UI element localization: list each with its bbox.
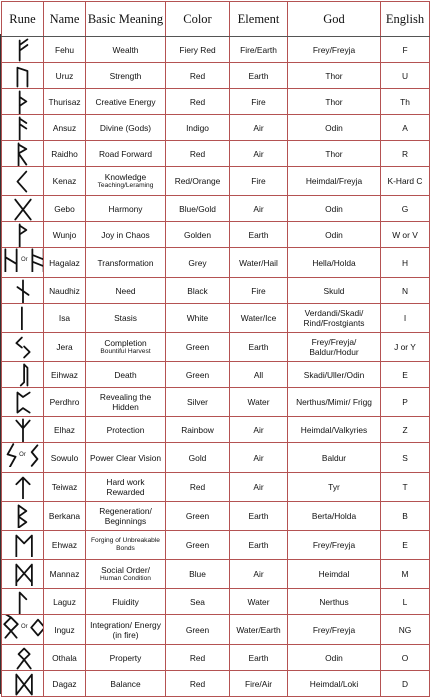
rune-english: U [381, 63, 430, 89]
rune-english: T [381, 473, 430, 502]
rune-meaning [86, 443, 166, 473]
rune-color: Rainbow [166, 417, 230, 443]
rune-color: Red [166, 645, 230, 671]
meaning-main: Need [115, 285, 136, 296]
rune-meaning [86, 417, 166, 443]
rune-glyph-cell [2, 37, 44, 63]
rune-god: Heimdal/Loki [288, 671, 381, 697]
header-color: Color [166, 2, 230, 37]
meaning-main: Creative Energy [95, 96, 156, 107]
rune-english: E [381, 362, 430, 388]
table-row [2, 589, 430, 615]
table-row [2, 63, 430, 89]
rune-color: Red/Orange [166, 167, 230, 196]
rune-meaning [86, 167, 166, 196]
rune-meaning [86, 645, 166, 671]
meaning-main: Revealing the Hidden [99, 392, 152, 412]
rune-english: P [381, 388, 430, 417]
rune-element: Earth [230, 333, 288, 362]
rune-god: Heimdal/Freyja [288, 167, 381, 196]
rune-element: Earth [230, 531, 288, 560]
rune-color: White [166, 304, 230, 333]
meaning-sub: Teaching/Leraming [97, 182, 154, 189]
rune-meaning [86, 473, 166, 502]
rune-name: Berkana [44, 502, 86, 531]
rune-color: Golden [166, 222, 230, 248]
table-row [2, 671, 430, 697]
header-god: God [288, 2, 381, 37]
rune-color: Red [166, 89, 230, 115]
rune-english: D [381, 671, 430, 697]
rune-element: Air [230, 473, 288, 502]
rune-name: Gebo [44, 196, 86, 222]
rune-name: Uruz [44, 63, 86, 89]
rune-glyph-cell [2, 589, 44, 615]
rune-color: Green [166, 615, 230, 645]
rune-english: S [381, 443, 430, 473]
rune-god: Baldur [288, 443, 381, 473]
table-row [2, 615, 430, 645]
rune-god: Frey/Freyja [288, 37, 381, 63]
header-row [2, 2, 430, 37]
rune-name: Raidho [44, 141, 86, 167]
rune-name: Isa [44, 304, 86, 333]
rune-meaning [86, 589, 166, 615]
rune-color: Green [166, 502, 230, 531]
rune-english: F [381, 37, 430, 63]
rune-english: E [381, 531, 430, 560]
header-meaning: Basic Meaning [86, 2, 166, 37]
rune-color: Sea [166, 589, 230, 615]
rune-element: Air [230, 196, 288, 222]
rune-english: W or V [381, 222, 430, 248]
rune-english: N [381, 278, 430, 304]
meaning-main: Protection [106, 424, 145, 435]
rune-name: Elhaz [44, 417, 86, 443]
rune-element: Earth [230, 645, 288, 671]
rune-meaning [86, 37, 166, 63]
table-row [2, 167, 430, 196]
rune-glyph-cell [2, 196, 44, 222]
rune-name: Jera [44, 333, 86, 362]
rune-meaning [86, 560, 166, 589]
rune-english: L [381, 589, 430, 615]
meaning-main: Completion [104, 338, 147, 348]
meaning-main: Knowledge [104, 172, 147, 182]
table-row [2, 560, 430, 589]
rune-color: Blue [166, 560, 230, 589]
rune-color: Red [166, 63, 230, 89]
rune-glyph-cell [2, 671, 44, 697]
meaning-sub: Bountiful Harvest [100, 348, 151, 355]
rune-english: K-Hard C [381, 167, 430, 196]
rune-color: Red [166, 671, 230, 697]
table-row [2, 222, 430, 248]
rune-glyph-cell [2, 443, 44, 473]
rune-color: Gold [166, 443, 230, 473]
rune-color: Blue/Gold [166, 196, 230, 222]
rune-god: Nerthus [288, 589, 381, 615]
rune-meaning [86, 89, 166, 115]
table-row [2, 278, 430, 304]
rune-color: Silver [166, 388, 230, 417]
rune-glyph-cell [2, 473, 44, 502]
or-label: Or [21, 257, 28, 263]
rune-glyph-cell [2, 615, 44, 645]
rune-english: G [381, 196, 430, 222]
rune-glyph-cell [2, 560, 44, 589]
table-row [2, 645, 430, 671]
rune-table-frame [1, 1, 429, 695]
rune-element: Fire [230, 278, 288, 304]
rune-god: Heimdal [288, 560, 381, 589]
table-row [2, 141, 430, 167]
rune-english: Th [381, 89, 430, 115]
rune-element: Fire [230, 89, 288, 115]
table-row [2, 333, 430, 362]
rune-name: Fehu [44, 37, 86, 63]
rune-glyph-cell [2, 531, 44, 560]
rune-element: Fire/Earth [230, 37, 288, 63]
rune-glyph-cell [2, 304, 44, 333]
rune-god: Tyr [288, 473, 381, 502]
rune-god: Odin [288, 115, 381, 141]
rune-english: O [381, 645, 430, 671]
rune-element: Water/Ice [230, 304, 288, 333]
rune-god: Frey/Freyja/ Baldur/Hodur [288, 333, 381, 362]
rune-name: Eihwaz [44, 362, 86, 388]
rune-english: R [381, 141, 430, 167]
rune-english: H [381, 248, 430, 278]
rune-name: Perdhro [44, 388, 86, 417]
rune-english: B [381, 502, 430, 531]
rune-color: Red [166, 473, 230, 502]
meaning-main: Wealth [112, 44, 139, 55]
rune-element: Air [230, 141, 288, 167]
rune-name: Naudhiz [44, 278, 86, 304]
table-row [2, 304, 430, 333]
rune-color: Green [166, 333, 230, 362]
header-element: Element [230, 2, 288, 37]
rune-meaning [86, 115, 166, 141]
rune-meaning [86, 531, 166, 560]
rune-meaning [86, 278, 166, 304]
rune-element: Earth [230, 63, 288, 89]
rune-meaning [86, 248, 166, 278]
table-row [2, 248, 430, 278]
rune-table [1, 1, 430, 697]
rune-god: Frey/Freyja [288, 615, 381, 645]
rune-element: Air [230, 560, 288, 589]
meaning-main: Hard work Rewarded [106, 477, 145, 497]
rune-glyph-cell [2, 167, 44, 196]
table-row [2, 89, 430, 115]
rune-element: Air [230, 443, 288, 473]
rune-meaning [86, 615, 166, 645]
rune-name: Ehwaz [44, 531, 86, 560]
meaning-main: Power Clear Vision [89, 452, 162, 463]
rune-element: Air [230, 417, 288, 443]
table-row [2, 473, 430, 502]
rune-name: Thurisaz [44, 89, 86, 115]
meaning-main: Balance [110, 678, 141, 689]
meaning-main: Harmony [108, 203, 143, 214]
rune-name: Hagalaz [44, 248, 86, 278]
rune-name: Othala [44, 645, 86, 671]
meaning-main: Stasis [114, 313, 137, 323]
rune-god: Heimdal/Valkyries [288, 417, 381, 443]
rune-god: Odin [288, 645, 381, 671]
rune-name: Teiwaz [44, 473, 86, 502]
rune-element: Fire/Air [230, 671, 288, 697]
table-row [2, 362, 430, 388]
table-row [2, 531, 430, 560]
rune-name: Inguz [44, 615, 86, 645]
rune-english: Z [381, 417, 430, 443]
meaning-main: Transformation [97, 257, 154, 268]
rune-color: Green [166, 362, 230, 388]
rune-glyph-cell [2, 333, 44, 362]
meaning-main: Property [109, 652, 142, 663]
left-border-rule [0, 34, 3, 694]
rune-glyph-cell [2, 63, 44, 89]
rune-name: Kenaz [44, 167, 86, 196]
meaning-main: Joy in Chaos [101, 229, 150, 240]
meaning-main: Fluidity [112, 596, 139, 607]
table-row [2, 417, 430, 443]
meaning-main: Divine (Gods) [99, 122, 152, 133]
rune-element: Water [230, 589, 288, 615]
meaning-main: Social Order/ [101, 565, 150, 575]
header-name: Name [44, 2, 86, 37]
rune-name: Ansuz [44, 115, 86, 141]
rune-god: Verdandi/Skadi/ Rind/Frostgiants [288, 304, 381, 333]
rune-element: Water [230, 388, 288, 417]
rune-god: Odin [288, 196, 381, 222]
rune-name: Mannaz [44, 560, 86, 589]
rune-glyph-cell [2, 388, 44, 417]
rune-god: Skuld [288, 278, 381, 304]
meaning-sub: Human Condition [100, 575, 151, 582]
rune-meaning [86, 63, 166, 89]
meaning-main: Regeneration/ Beginnings [99, 506, 152, 526]
meaning-main: Death [114, 369, 137, 380]
rune-color: Green [166, 531, 230, 560]
rune-meaning [86, 141, 166, 167]
rune-element: Water/Hail [230, 248, 288, 278]
rune-god: Thor [288, 141, 381, 167]
meaning-sub: Forging of Unbreakable Bonds [91, 537, 160, 552]
rune-english: J or Y [381, 333, 430, 362]
rune-glyph-cell [2, 222, 44, 248]
meaning-main: Road Forward [98, 148, 153, 159]
rune-god: Nerthus/Mimir/ Frigg [288, 388, 381, 417]
rune-god: Thor [288, 89, 381, 115]
rune-element: Fire [230, 167, 288, 196]
rune-glyph-cell [2, 248, 44, 278]
rune-element: Air [230, 115, 288, 141]
or-label: Or [19, 452, 26, 458]
rune-name: Wunjo [44, 222, 86, 248]
meaning-main: Integration/ Energy (in fire) [90, 619, 161, 640]
rune-glyph-cell [2, 502, 44, 531]
rune-meaning [86, 304, 166, 333]
rune-meaning [86, 222, 166, 248]
rune-god: Odin [288, 222, 381, 248]
table-row [2, 443, 430, 473]
rune-color: Fiery Red [166, 37, 230, 63]
rune-element: Earth [230, 502, 288, 531]
rune-glyph-cell [2, 278, 44, 304]
rune-glyph-cell [2, 141, 44, 167]
rune-english: A [381, 115, 430, 141]
or-label: Or [21, 624, 28, 630]
rune-meaning [86, 671, 166, 697]
table-row [2, 502, 430, 531]
rune-meaning [86, 333, 166, 362]
table-row [2, 115, 430, 141]
header-rune: Rune [2, 2, 44, 37]
rune-name: Dagaz [44, 671, 86, 697]
rune-glyph-cell [2, 645, 44, 671]
rune-element: Earth [230, 222, 288, 248]
rune-glyph-cell [2, 89, 44, 115]
rune-god: Hella/Holda [288, 248, 381, 278]
rune-color: Red [166, 141, 230, 167]
rune-name: Sowulo [44, 443, 86, 473]
rune-god: Thor [288, 63, 381, 89]
table-row [2, 388, 430, 417]
rune-glyph-cell [2, 115, 44, 141]
rune-name: Laguz [44, 589, 86, 615]
rune-meaning [86, 362, 166, 388]
table-row [2, 196, 430, 222]
meaning-main: Strength [109, 70, 142, 81]
rune-glyph-cell [2, 362, 44, 388]
table-row [2, 37, 430, 63]
rune-english: NG [381, 615, 430, 645]
rune-meaning [86, 502, 166, 531]
rune-god: Berta/Holda [288, 502, 381, 531]
rune-english: I [381, 304, 430, 333]
header-english: English [381, 2, 430, 37]
rune-glyph-cell [2, 417, 44, 443]
rune-element: Water/Earth [230, 615, 288, 645]
rune-english: M [381, 560, 430, 589]
rune-meaning [86, 388, 166, 417]
rune-god: Frey/Freyja [288, 531, 381, 560]
rune-color: Indigo [166, 115, 230, 141]
rune-god: Skadi/Uller/Odin [288, 362, 381, 388]
rune-meaning [86, 196, 166, 222]
rune-color: Grey [166, 248, 230, 278]
rune-color: Black [166, 278, 230, 304]
rune-element: All [230, 362, 288, 388]
